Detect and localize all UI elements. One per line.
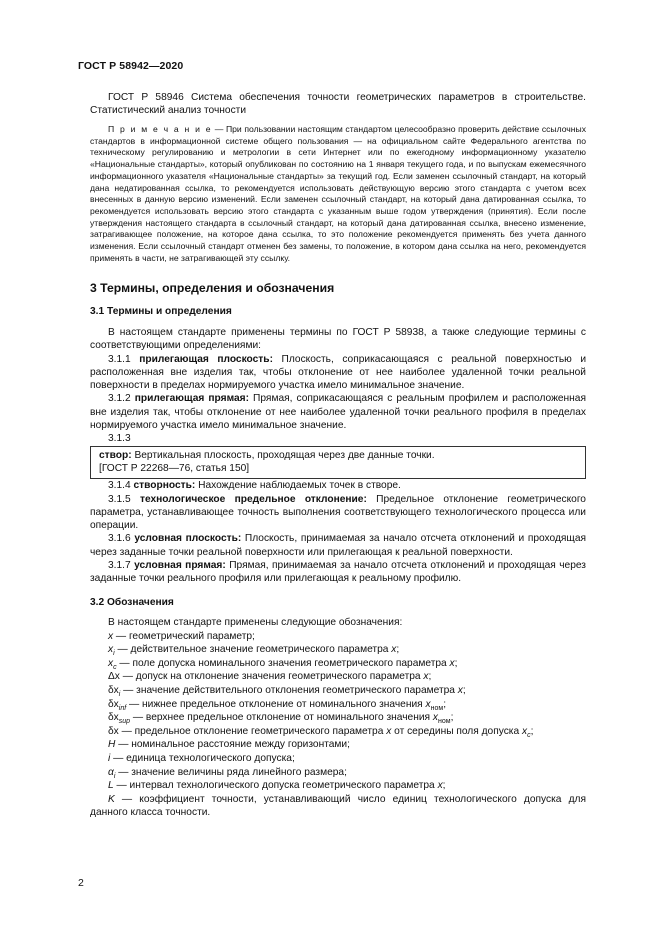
symbol: K (108, 793, 115, 805)
term-number: 3.1.7 (108, 560, 135, 572)
term-3-1-4 (90, 479, 586, 492)
symbol-subscript: sup (118, 718, 131, 726)
symbol: x (108, 644, 114, 656)
term-3-1-5 (90, 493, 586, 533)
symbols-intro: В настоящем стандарте применены следующие обозначения: (108, 617, 403, 628)
term-definition: Плоскость, принимаемая за начало отсчета отклонений и проходящая через заданные точки реальной поверхности или прилегающая к реальной поверхности. (90, 533, 586, 558)
subsection-3-1 (90, 306, 586, 586)
symbol-i (90, 752, 586, 766)
symbol-dx-sup (90, 711, 586, 725)
term-name: условная плоскость: (134, 533, 242, 545)
symbol-subscript: i (113, 650, 115, 658)
symbol: x (108, 630, 114, 642)
quoted-term-box (90, 446, 586, 480)
symbol-K (90, 793, 586, 820)
symbol-definition: — коэффициент точности, устанавливающий число единиц технологического допуска для данного класса точности. (90, 793, 586, 819)
term-definition: Нахождение наблюдаемых точек в створе. (195, 480, 401, 492)
symbol: x (386, 725, 392, 737)
symbol-definition: — нижнее предельное отклонение от номинального значения (126, 698, 426, 710)
subsection-heading: 3.2 Обозначения (90, 597, 174, 608)
symbol-definition: — поле допуска номинального значения геометрического параметра (116, 657, 450, 669)
normative-reference (90, 91, 586, 118)
term-name: технологическое предельное отклонение: (139, 493, 367, 505)
symbol-L (90, 779, 586, 793)
symbol: Δx (108, 671, 120, 683)
symbol-end: ; (462, 684, 466, 696)
symbol-definition: — значение величины ряда линейного размера; (115, 766, 347, 778)
term-3-1-3 (99, 449, 577, 462)
term-definition: Плоскость, соприкасающаяся с реальной поверхностью и расположенная вне изделия так, чтобы отклонение от нее наиболее удаленной точки реальной поверхности в пределах нормируемого участка имело минимальное значение. (90, 353, 587, 392)
symbol-definition: — верхнее предельное отклонение от номинального значения (130, 712, 433, 724)
symbol-subscript: ном (430, 704, 444, 712)
term-3-1-3-number: 3.1.3 (108, 433, 131, 445)
symbol-subscript: inf (118, 704, 127, 712)
symbol: δx (108, 698, 119, 710)
term-definition: Вертикальная плоскость, проходящая через две данные точки. (131, 449, 435, 461)
section-3 (90, 281, 586, 295)
term-name: створ: (99, 449, 132, 461)
term-number: 3.1.5 (108, 493, 140, 505)
term-name: прилегающая плоскость: (139, 353, 273, 365)
symbol-end: ; (442, 780, 446, 792)
symbol: H (108, 739, 116, 751)
symbol: δx (108, 712, 119, 724)
symbol-definition: — предельное отклонение геометрического параметра (118, 725, 387, 737)
symbol: x (108, 657, 114, 669)
symbol-subscript: c (527, 731, 531, 739)
symbol: δx (108, 725, 119, 737)
term-definition: Прямая, соприкасающаяся с реальным профилем и расположенная вне изделия так, чтобы отклонение от нее наиболее удаленной точки реального профиля в пределах нормируемого участка имело минимальное значение. (90, 393, 586, 432)
term-number: 3.1.6 (108, 533, 135, 545)
symbol: α (108, 766, 114, 778)
symbol-end: ; (454, 657, 458, 669)
term-definition: Предельное отклонение геометрического параметра, устанавливающее точность выполнения соответствующего технологического процесса или операции. (90, 493, 586, 532)
term-number: 3.1.1 (108, 353, 140, 365)
term-3-1-7 (90, 559, 586, 586)
note-block (90, 124, 586, 264)
reference-gost-58946: ГОСТ Р 58946 Система обеспечения точности геометрических параметров в строительстве. Статистический анализ точности (90, 92, 586, 117)
symbol-definition: — геометрический параметр; (113, 630, 255, 642)
symbol-definition: — единица технологического допуска; (110, 752, 295, 764)
symbol-dx-inf (90, 698, 586, 712)
term-name: створность: (133, 480, 196, 492)
symbol-H (90, 738, 586, 752)
symbol: i (108, 752, 111, 764)
symbol-x (90, 630, 586, 644)
symbol-dx (90, 725, 586, 739)
symbol-end: ; (450, 712, 454, 724)
term-3-1-6 (90, 532, 586, 559)
symbol-definition: — значение действительного отклонения геометрического параметра (120, 684, 458, 696)
symbol-end: ; (428, 671, 432, 683)
symbol-definition: от середины поля допуска (391, 725, 522, 737)
term-3-1-2 (90, 392, 586, 432)
symbol-definition: — действительное значение геометрического параметра (114, 644, 392, 656)
symbol-xi: $x_i$ — действительное значение геометрического параметра x; (108, 644, 400, 658)
note-paragraph (90, 124, 586, 264)
symbol-subscript: ном (437, 718, 451, 726)
terms-intro: В настоящем стандарте применены термины по ГОСТ Р 58938, а также следующие термины с соответствующими определениями: (90, 327, 586, 352)
term-3-1-1 (90, 353, 586, 393)
symbol-xc: $x_c$ — поле допуска номинального значения геометрического параметра x; (108, 657, 458, 671)
term-name: условная прямая: (134, 560, 226, 572)
symbol: x (432, 712, 438, 724)
symbol-definition: — допуск на отклонение значения геометрического параметра (119, 671, 424, 683)
symbol-end: ; (396, 644, 400, 656)
term-number: 3.1.4 (108, 480, 134, 492)
document-header: ГОСТ Р 58942—2020 (78, 60, 184, 72)
term-source: [ГОСТ Р 22268—76, статья 150] (99, 462, 250, 474)
symbol-end: ; (443, 698, 447, 710)
symbol-delta-x: Δx — допуск на отклонение значения геометрического параметра x; (108, 671, 432, 683)
page-number: 2 (78, 877, 84, 889)
symbol-end: ; (530, 725, 534, 737)
subsection-heading: 3.1 Термины и определения (90, 306, 232, 317)
symbol-subscript: i (118, 691, 121, 698)
term-number: 3.1.2 (108, 393, 135, 405)
subsection-3-2 (90, 597, 586, 820)
symbol-subscript: c (113, 663, 117, 671)
note-label: П р и м е ч а н и е (108, 124, 213, 134)
symbol-dxi: $\delta x_i$ — значение действительного отклонения геометрического параметра x; (108, 684, 466, 698)
section-heading: 3 Термины, определения и обозначения (90, 281, 335, 295)
symbol-subscript: i (113, 772, 116, 780)
symbol: δx (108, 684, 119, 696)
note-text: — При пользовании настоящим стандартом целесообразно проверить действие ссылочных стандартов в информационной системе общего пользования — на официальном сайте Федерального агентства по техническому регулированию и метрологии в сети Интернет или по ежегодному информационному указателю «Национальные стандарты», который опубликован по состоянию на 1 января текущего года, и по выпускам ежемесячного информационного указателя «Национальные стандарты» за текущий год. Если заменен ссылочный стандарт, на который дана недатированная ссылка, то рекомендуется использовать действующую версию этого стандарта с учетом всех внесенных в данную версию изменений. Если заменен ссылочный стандарт, на который дана датированная ссылка, то рекомендуется использовать версию этого стандарта с указанным выше годом утверждения (принятия). Если после утверждения настоящего стандарта в ссылочный стандарт, на который дана датированная ссылка, внесено изменение, затрагивающее положение, на которое дана ссылка, то это положение рекомендуется применять без учета данного изменения. Если ссылочный стандарт отменен без замены, то положение, в котором дана ссылка на него, рекомендуется применять в части, не затрагивающей эту ссылку. (90, 124, 587, 263)
symbol-definition: — номинальное расстояние между горизонтами; (115, 739, 350, 751)
symbol-definition: — интервал технологического допуска геометрического параметра (113, 780, 438, 792)
term-name: прилегающая прямая: (134, 393, 249, 405)
term-definition: Прямая, принимаемая за начало отсчета отклонений и проходящая через заданные точки реального профиля или прилегающая к реальному профилю. (90, 560, 586, 585)
symbol: L (108, 780, 114, 792)
symbol: x (425, 698, 431, 710)
symbol-alpha-i (90, 766, 586, 780)
symbol: x (521, 725, 528, 737)
symbol: x (437, 780, 443, 792)
